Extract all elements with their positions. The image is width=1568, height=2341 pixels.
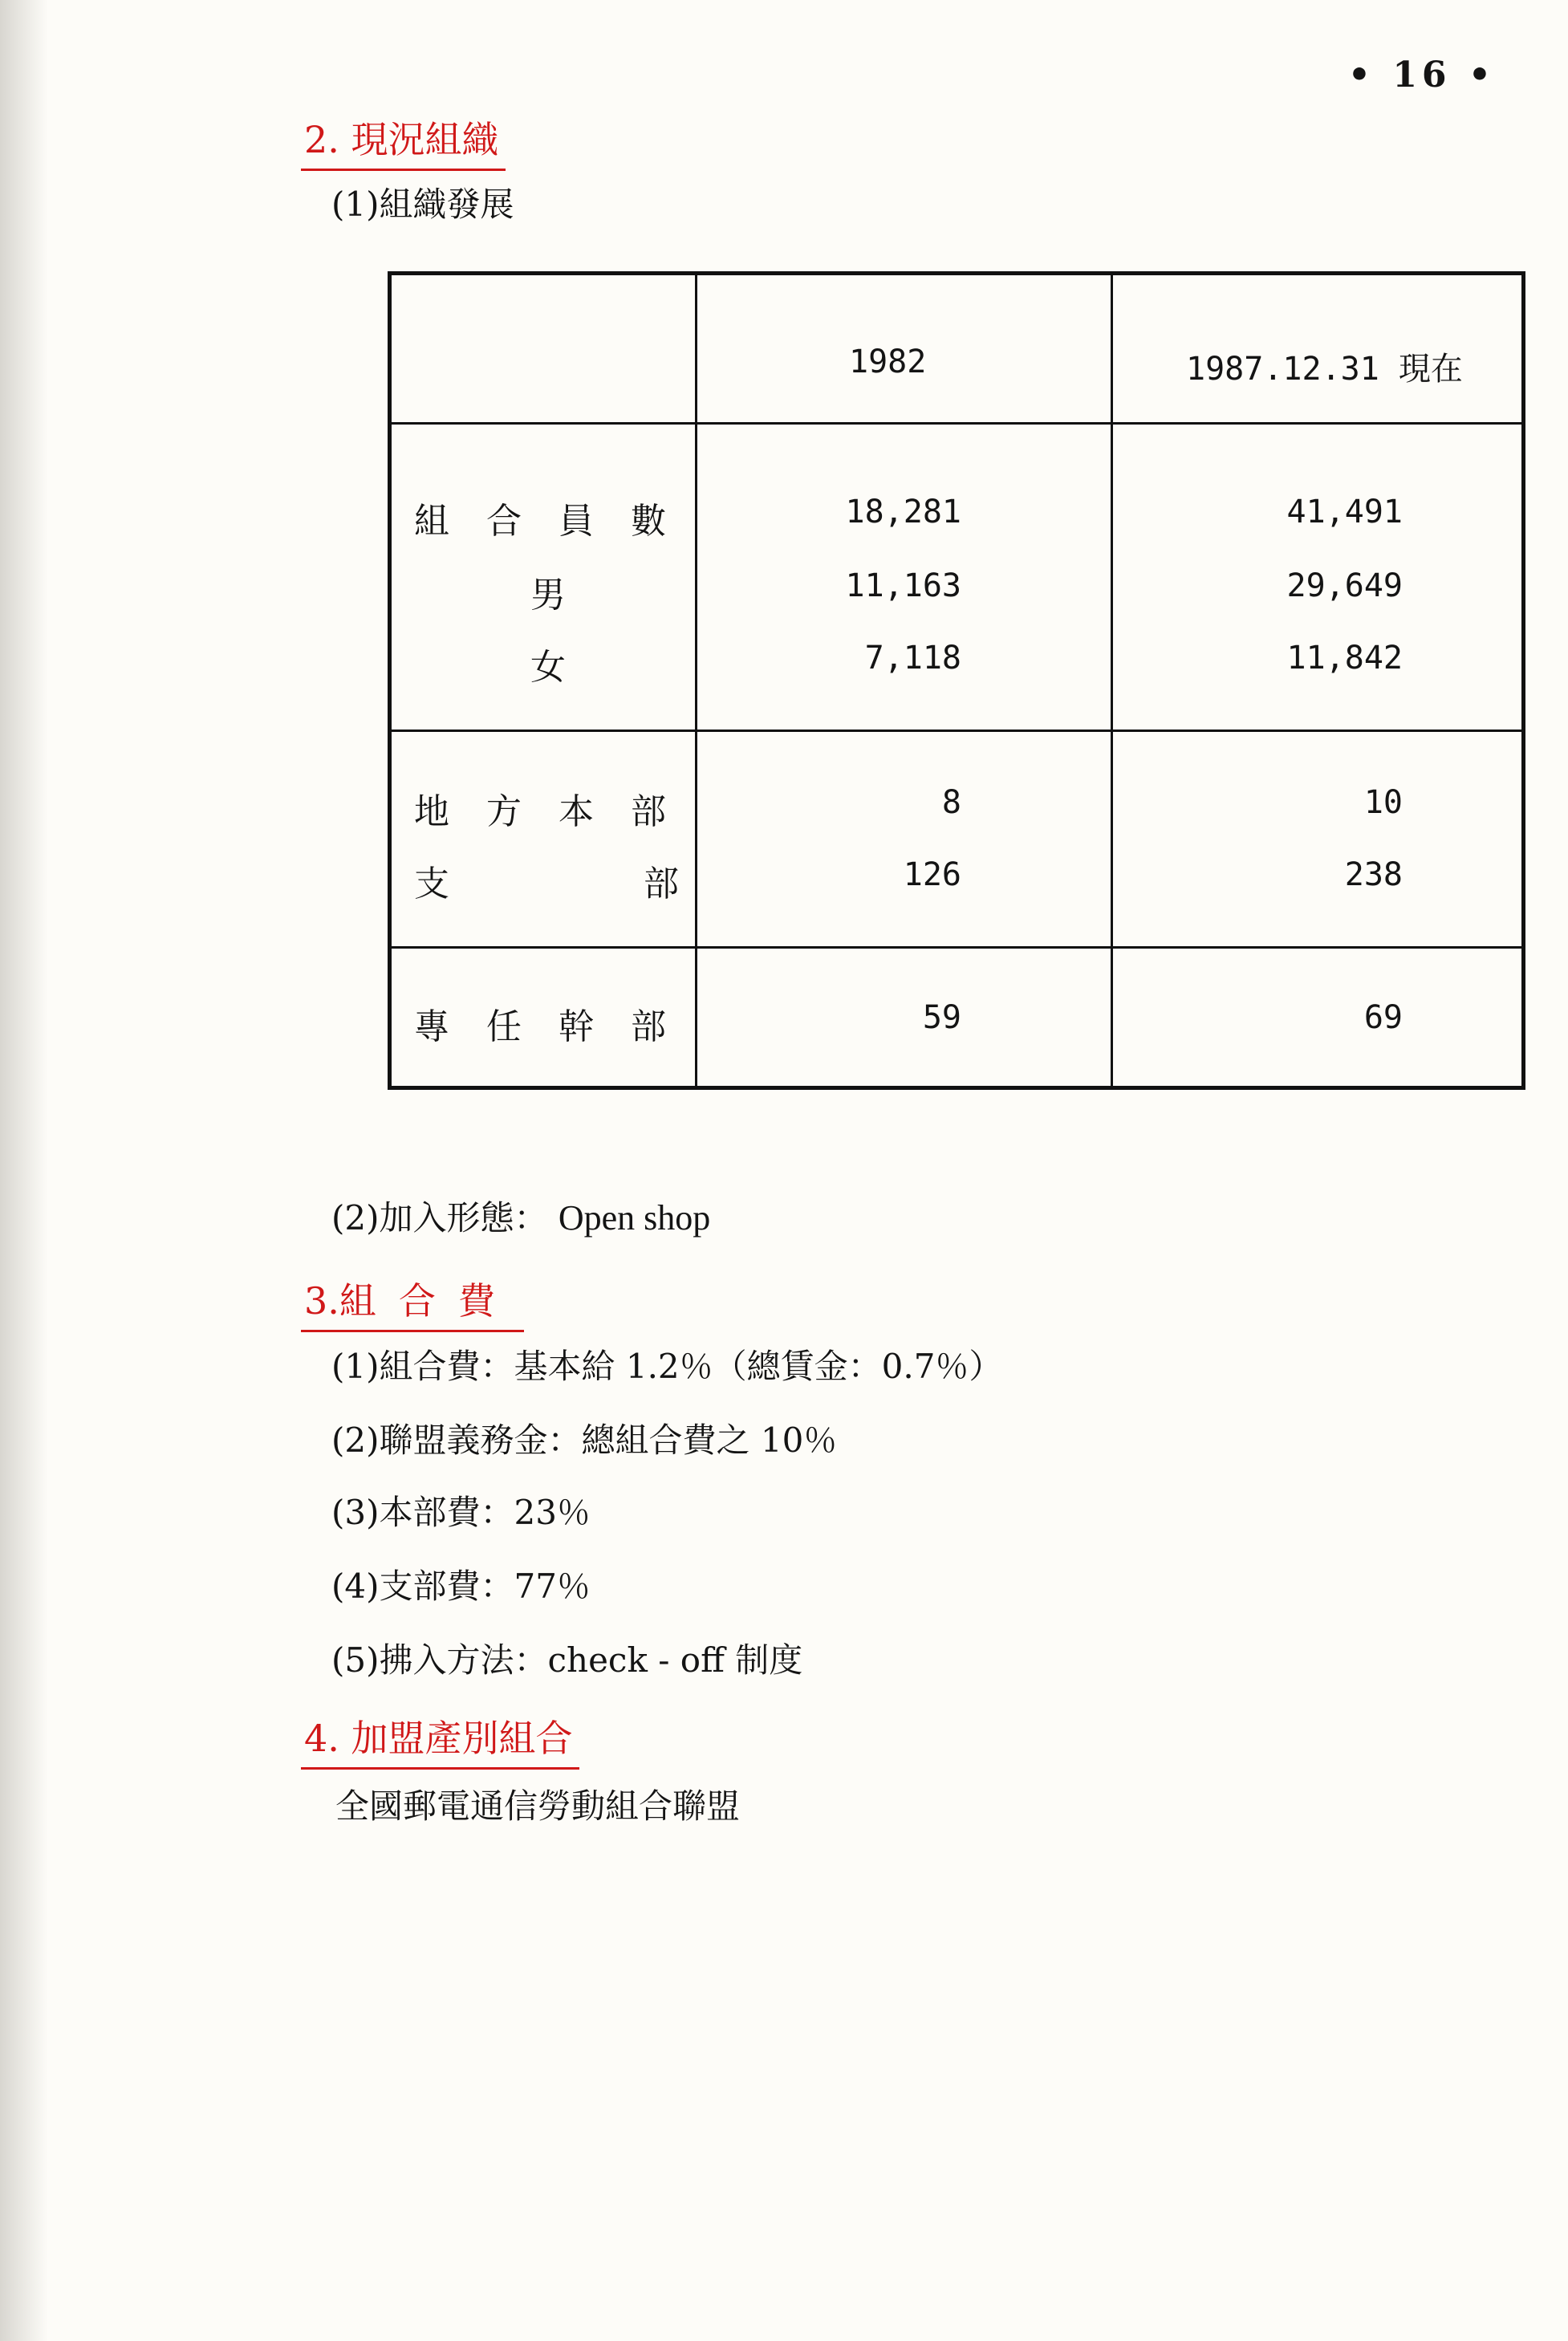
page-number: • 16 •: [1347, 55, 1496, 96]
members-1987: 41,491: [1286, 494, 1403, 530]
male-1982: 11,163: [845, 567, 961, 604]
row-label-male: 男: [530, 575, 566, 616]
fulltime-1982: 59: [922, 999, 961, 1036]
dues-item-5: (5)拂入方法：check - off 制度: [331, 1640, 803, 1680]
section-2-heading: 2. 現況組織: [301, 111, 506, 171]
table-divider: [392, 422, 1521, 425]
regional-1982: 8: [941, 784, 961, 821]
column-header-1982: 1982: [849, 343, 927, 380]
membership-form-label: (2)加入形態：: [331, 1198, 548, 1238]
branch-1987: 238: [1344, 856, 1403, 893]
female-1982: 7,118: [864, 640, 961, 677]
row-label-branch-part-b: 部: [644, 864, 679, 904]
section-3-heading-number: 3.: [304, 1279, 339, 1323]
row-label-female: 女: [530, 647, 566, 688]
scan-shadow: [0, 0, 48, 2341]
row-label-fulltime-officers: 專任幹部: [414, 1006, 703, 1047]
table-divider: [392, 730, 1521, 732]
dues-item-2: (2)聯盟義務金：總組合費之 10％: [331, 1420, 838, 1460]
section-3-heading: [301, 1272, 524, 1332]
row-label-regional-headquarters: 地方本部: [414, 791, 703, 832]
subsection-organization-development: (1)組織發展: [331, 185, 514, 224]
table-divider: [392, 946, 1521, 949]
male-1987: 29,649: [1286, 567, 1403, 604]
table-divider: [695, 275, 697, 1086]
table-divider: [1111, 275, 1113, 1086]
branch-1982: 126: [903, 856, 961, 893]
female-1987: 11,842: [1286, 640, 1403, 677]
row-label-branch: [414, 855, 679, 906]
section-3-heading-text: 組合費: [339, 1279, 518, 1323]
dues-item-4: (4)支部費：77％: [331, 1567, 591, 1606]
dues-item-1: (1)組合費：基本給 1.2％（總賃金：0.7％）: [331, 1347, 1003, 1386]
subsection-membership-form: [331, 1192, 710, 1240]
row-label-members: 組合員數: [414, 501, 703, 542]
dues-item-3: (3)本部費：23％: [331, 1493, 591, 1532]
regional-1987: 10: [1363, 784, 1403, 821]
column-header-1987: 1987.12.31 現在: [1186, 351, 1463, 388]
membership-form-value: Open shop: [558, 1198, 711, 1238]
affiliated-federation: 全國郵電通信勞動組合聯盟: [335, 1786, 741, 1826]
members-1982: 18,281: [845, 494, 961, 530]
section-4-heading: 4. 加盟產別組合: [301, 1709, 579, 1770]
fulltime-1987: 69: [1363, 999, 1403, 1036]
row-label-branch-part-a: 支: [414, 864, 449, 904]
membership-statistics-table: [388, 271, 1525, 1090]
